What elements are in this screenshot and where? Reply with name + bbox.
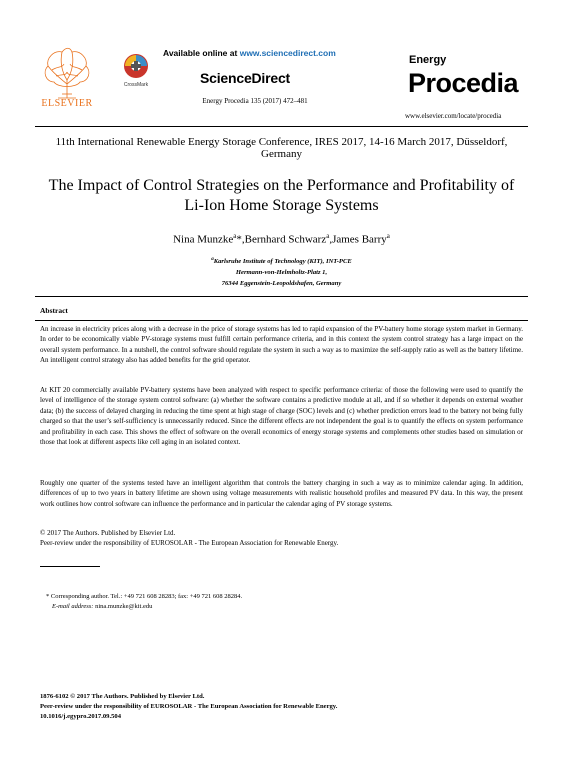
abstract-heading: Abstract — [40, 306, 68, 315]
journal-name-large: Procedia — [408, 68, 519, 98]
affiliation — [40, 254, 523, 289]
footer-doi[interactable]: 10.1016/j.egypro.2017.09.504 — [40, 713, 122, 720]
email-address[interactable]: nina.munzke@kit.edu — [95, 603, 153, 610]
crossmark-label: CrossMark — [123, 82, 149, 88]
author-affil-mark: a — [233, 232, 237, 240]
affiliation-mark: a — [211, 257, 214, 262]
footer-issn: 1876-6102 © 2017 The Authors. Published by Elsevier Ltd. — [40, 693, 205, 700]
sciencedirect-wordmark: ScienceDirect — [200, 70, 291, 86]
email-line — [52, 602, 522, 612]
copyright-line: © 2017 The Authors. Published by Elsevier Ltd. — [40, 529, 176, 537]
abstract-paragraph: Roughly one quarter of the systems tested have an intelligent algorithm that controls the battery charging in such a way as to minimize calendar aging. In addition, differences of up to two years in battery lifetime are shown using voltage measurements with realistic household profiles and measured PV data. In this way, the present work outlines how control software can influence the performance and in particular the calendar aging of PV storage systems. — [40, 479, 523, 508]
header-rule — [35, 126, 528, 127]
author-name: James Barry — [332, 233, 387, 246]
corresponding-author: * Corresponding author. Tel.: +49 721 608 28283; fax: +49 721 608 28284. — [46, 593, 243, 600]
abstract-paragraph: An increase in electricity prices along with a decrease in the price of storage systems has led to rapid expansion of the PV-battery home storage system market in Germany. In order to be economically viable PV-storage systems must fulfill certain performance criteria, and in this context the system control strategy has a large impact on the overall system performance. In a nutshell, the control software should regulate the system in such a way as to maximize the self-supply ratio as well as the battery lifetime. An intelligent control strategy also has added benefits for the grid operator. — [40, 325, 523, 365]
affiliation-line-1: Karlsruhe Institute of Technology (KIT), INT-PCE — [213, 258, 352, 266]
author-list — [40, 232, 523, 246]
paper-title: The Impact of Control Strategies on the Performance and Profitability of Li-Ion Home Storage Systems — [48, 177, 515, 214]
footer-peer-review: Peer-review under the responsibility of EUROSOLAR - The European Association for Renewable Energy. — [40, 703, 338, 710]
abstract-paragraph: At KIT 20 commercially available PV-battery systems have been analyzed with respect to specific performance criteria: of those the following were used to quantify the level of intelligence of the storage system control software: (a) whether the software contains a predictive module at all, and if so whether it depends on external weather data; (b) the success of delayed charging in reducing the time spent at high stage of charge (SOC) levels and (c) whether prediction errors lead to the battery not being fully charged so that the user’s self-sufficiency is unnecessarily reduced. Since the different effects are not independent the goal is to quantify the effects on system performance and profitability in each case. This shows the effect of software on the overall economics of energy storage systems and complements other studies based on simulation or those that look at different aspects like cell aging in an isolated context. — [40, 386, 523, 447]
author-name: Bernhard Schwarz — [244, 233, 327, 246]
author-separator: *, — [236, 233, 245, 246]
affiliation-line-2: Hermann-von-Helmholtz-Platz 1, — [235, 269, 328, 277]
title-rule — [35, 296, 528, 297]
available-online-prefix: Available online at — [163, 48, 238, 58]
affiliation-line-3: 76344 Eggenstein-Leopoldshafen, Germany — [221, 280, 342, 288]
journal-reference: Energy Procedia 135 (2017) 472–481 — [202, 97, 308, 105]
footnote-rule — [40, 566, 100, 567]
author-name: Nina Munzke — [173, 233, 234, 246]
abstract-rule — [35, 320, 528, 321]
sciencedirect-link[interactable]: www.sciencedirect.com — [239, 48, 336, 58]
journal-name-small: Energy — [409, 54, 447, 66]
journal-url[interactable]: www.elsevier.com/locate/procedia — [405, 112, 502, 120]
email-label: E-mail address: — [52, 603, 94, 610]
author-affil-mark: a — [386, 232, 390, 240]
available-online-line — [163, 48, 336, 58]
author-separator: , — [329, 233, 333, 246]
conference-line: 11th International Renewable Energy Storage Conference, IRES 2017, 14-16 March 2017, Düsseldorf, Germany — [55, 136, 508, 160]
elsevier-wordmark: ELSEVIER — [41, 98, 93, 109]
peer-review-line: Peer-review under the responsibility of EUROSOLAR - The European Association for Renewable Energy. — [40, 539, 339, 547]
author-affil-mark: a — [326, 232, 330, 240]
